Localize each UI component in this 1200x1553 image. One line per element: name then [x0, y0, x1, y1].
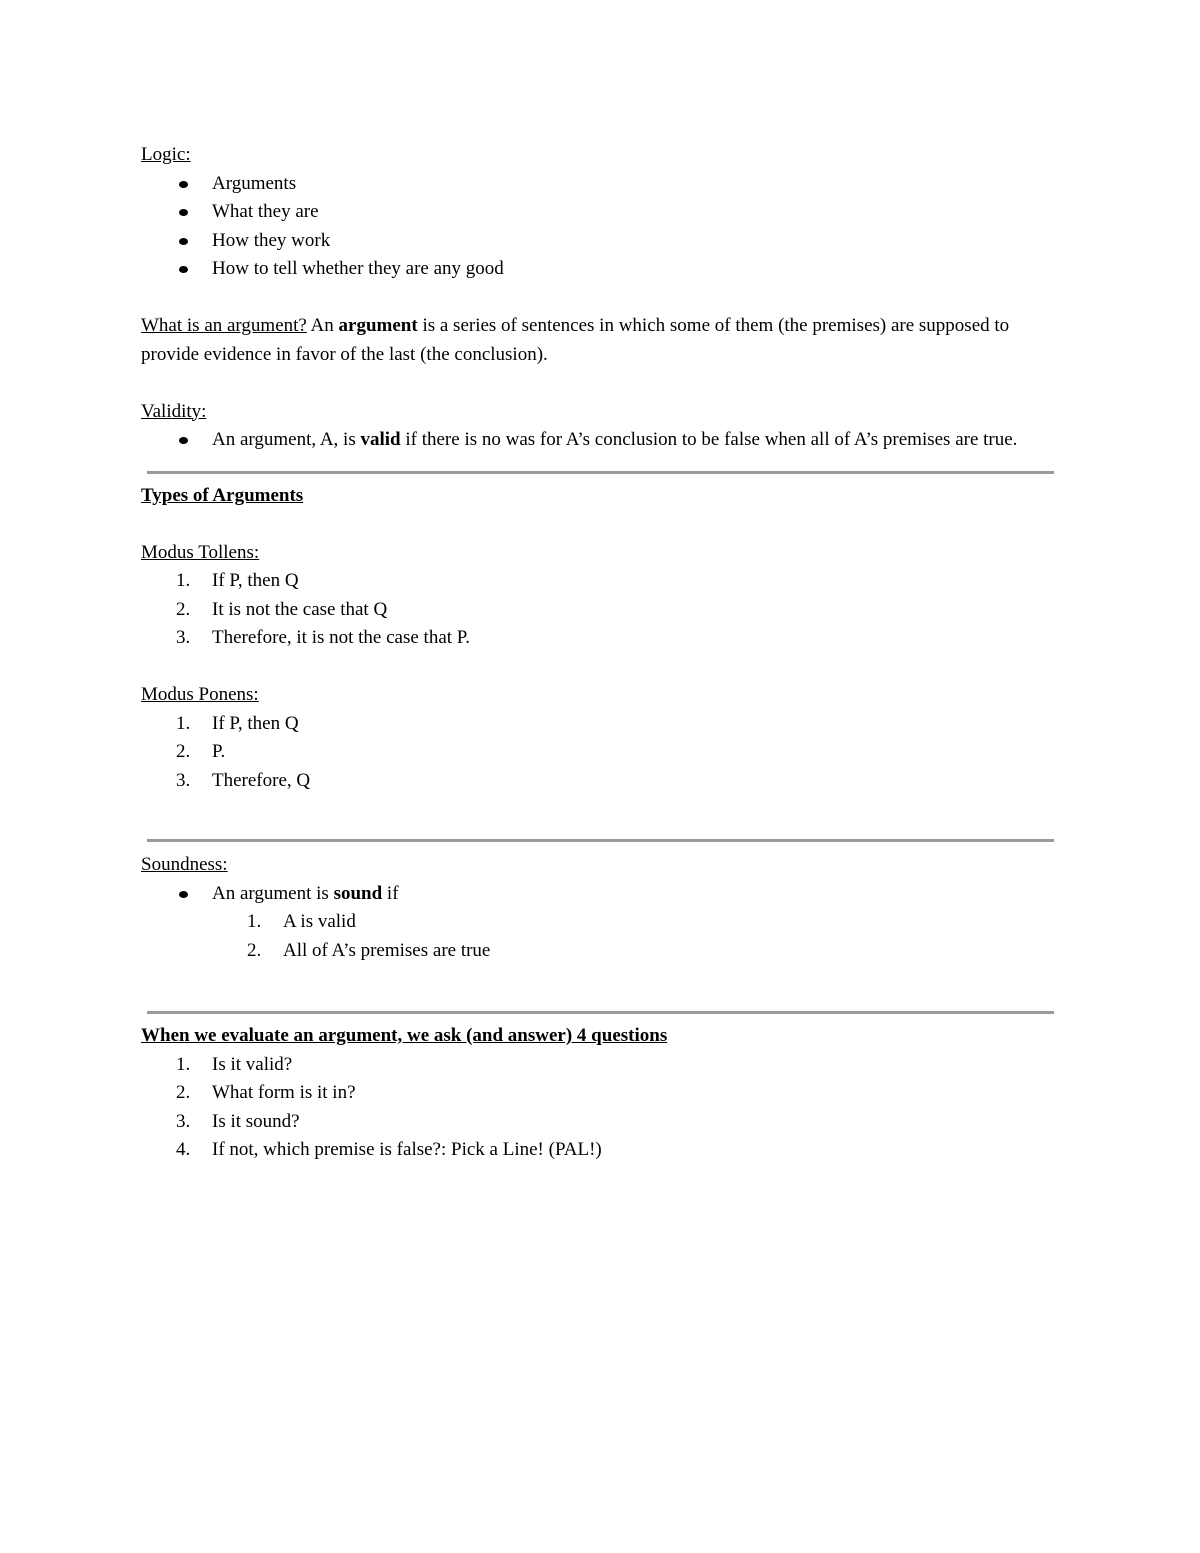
- list-number: 3.: [176, 1110, 191, 1132]
- soundness-list-item: [141, 880, 1054, 909]
- logic-item-text: Arguments: [212, 172, 297, 194]
- list-item-text: If P, then Q: [212, 570, 299, 591]
- modus-tollens-heading-text: Modus Tollens:: [141, 541, 260, 563]
- list-number: 4.: [176, 1139, 191, 1160]
- logic-list-item: [141, 198, 1054, 227]
- evaluate-heading-text: When we evaluate an argument, we ask (and answer) 4 questions: [141, 1025, 668, 1046]
- logic-list-item: [141, 227, 1054, 256]
- bullet-icon: [179, 437, 188, 444]
- list-item-text: Is it valid?: [212, 1053, 293, 1075]
- list-number: 3.: [176, 769, 191, 791]
- validity-list-item: [141, 426, 1054, 455]
- soundness-sub-item: [141, 937, 1054, 966]
- argument-question: What is an argument?: [141, 315, 307, 336]
- modus-ponens-item: [141, 710, 1054, 739]
- evaluate-item: [141, 1079, 1054, 1108]
- modus-ponens-item: [141, 738, 1054, 767]
- list-number: 3.: [176, 627, 191, 648]
- list-item-text: It is not the case that Q: [212, 598, 388, 620]
- modus-tollens-item: [141, 567, 1054, 596]
- list-number: 1.: [176, 712, 191, 734]
- spacer: [141, 510, 1054, 539]
- bullet-icon: [179, 891, 188, 898]
- evaluate-heading: [141, 1022, 1054, 1051]
- list-number: 1.: [176, 570, 191, 591]
- modus-tollens-heading: [141, 539, 1054, 568]
- types-heading: [141, 482, 1054, 511]
- soundness-heading: [141, 851, 1054, 880]
- validity-after: if there is no was for A’s conclusion to be false when all of A’s premises are true.: [400, 429, 1018, 450]
- list-number: 2.: [176, 741, 191, 762]
- evaluate-item: [141, 1051, 1054, 1080]
- bullet-icon: [179, 266, 188, 273]
- list-item-text: A is valid: [283, 911, 356, 932]
- argument-definition: [141, 312, 1041, 369]
- soundness-heading-text: Soundness:: [141, 854, 228, 875]
- list-number: 1.: [247, 911, 262, 932]
- bullet-icon: [179, 238, 188, 245]
- validity-before: An argument, A, is: [212, 429, 361, 450]
- argument-term: argument: [338, 315, 418, 336]
- list-number: 1.: [176, 1053, 191, 1075]
- argument-rest: is a series of sentences in which some of them (the premises) are supposed to provide evidence in favor of the last (the conclusion).: [141, 315, 1010, 365]
- logic-item-text: How to tell whether they are any good: [212, 258, 504, 279]
- modus-ponens-item: [141, 767, 1054, 796]
- list-item-text: Therefore, it is not the case that P.: [212, 627, 471, 648]
- logic-item-text: What they are: [212, 201, 319, 222]
- modus-ponens-heading: [141, 681, 1054, 710]
- validity-heading: [141, 398, 1054, 427]
- list-item-text: If not, which premise is false?: Pick a Line! (PAL!): [212, 1139, 602, 1160]
- logic-list-item: [141, 170, 1054, 199]
- logic-heading-text: Logic:: [141, 144, 191, 165]
- bullet-icon: [179, 209, 188, 216]
- modus-ponens-heading-text: Modus Ponens:: [141, 684, 259, 705]
- modus-tollens-item: [141, 624, 1054, 653]
- logic-item-text: How they work: [212, 229, 331, 251]
- evaluate-item: [141, 1136, 1054, 1165]
- spacer: [141, 284, 1054, 313]
- list-number: 2.: [176, 1082, 191, 1103]
- logic-heading: [141, 141, 1054, 170]
- list-number: 2.: [247, 939, 262, 961]
- validity-term: valid: [360, 429, 401, 450]
- spacer: [141, 369, 1054, 398]
- list-item-text: Is it sound?: [212, 1110, 300, 1132]
- list-item-text: Therefore, Q: [212, 769, 311, 791]
- logic-list-item: [141, 255, 1054, 284]
- list-item-text: All of A’s premises are true: [283, 939, 491, 961]
- list-item-text: What form is it in?: [212, 1082, 356, 1103]
- bullet-icon: [179, 181, 188, 188]
- soundness-after: if: [382, 882, 399, 904]
- evaluate-item: [141, 1108, 1054, 1137]
- list-item-text: If P, then Q: [212, 712, 299, 734]
- argument-lead: An: [306, 315, 339, 336]
- soundness-sub-item: [141, 908, 1054, 937]
- list-item-text: P.: [212, 741, 226, 762]
- modus-tollens-item: [141, 596, 1054, 625]
- types-heading-text: Types of Arguments: [141, 484, 304, 506]
- spacer: [141, 653, 1054, 682]
- soundness-before: An argument is: [212, 882, 334, 904]
- list-number: 2.: [176, 598, 191, 620]
- document-page: [141, 141, 1054, 1165]
- soundness-term: sound: [333, 882, 383, 904]
- validity-heading-text: Validity:: [141, 400, 207, 422]
